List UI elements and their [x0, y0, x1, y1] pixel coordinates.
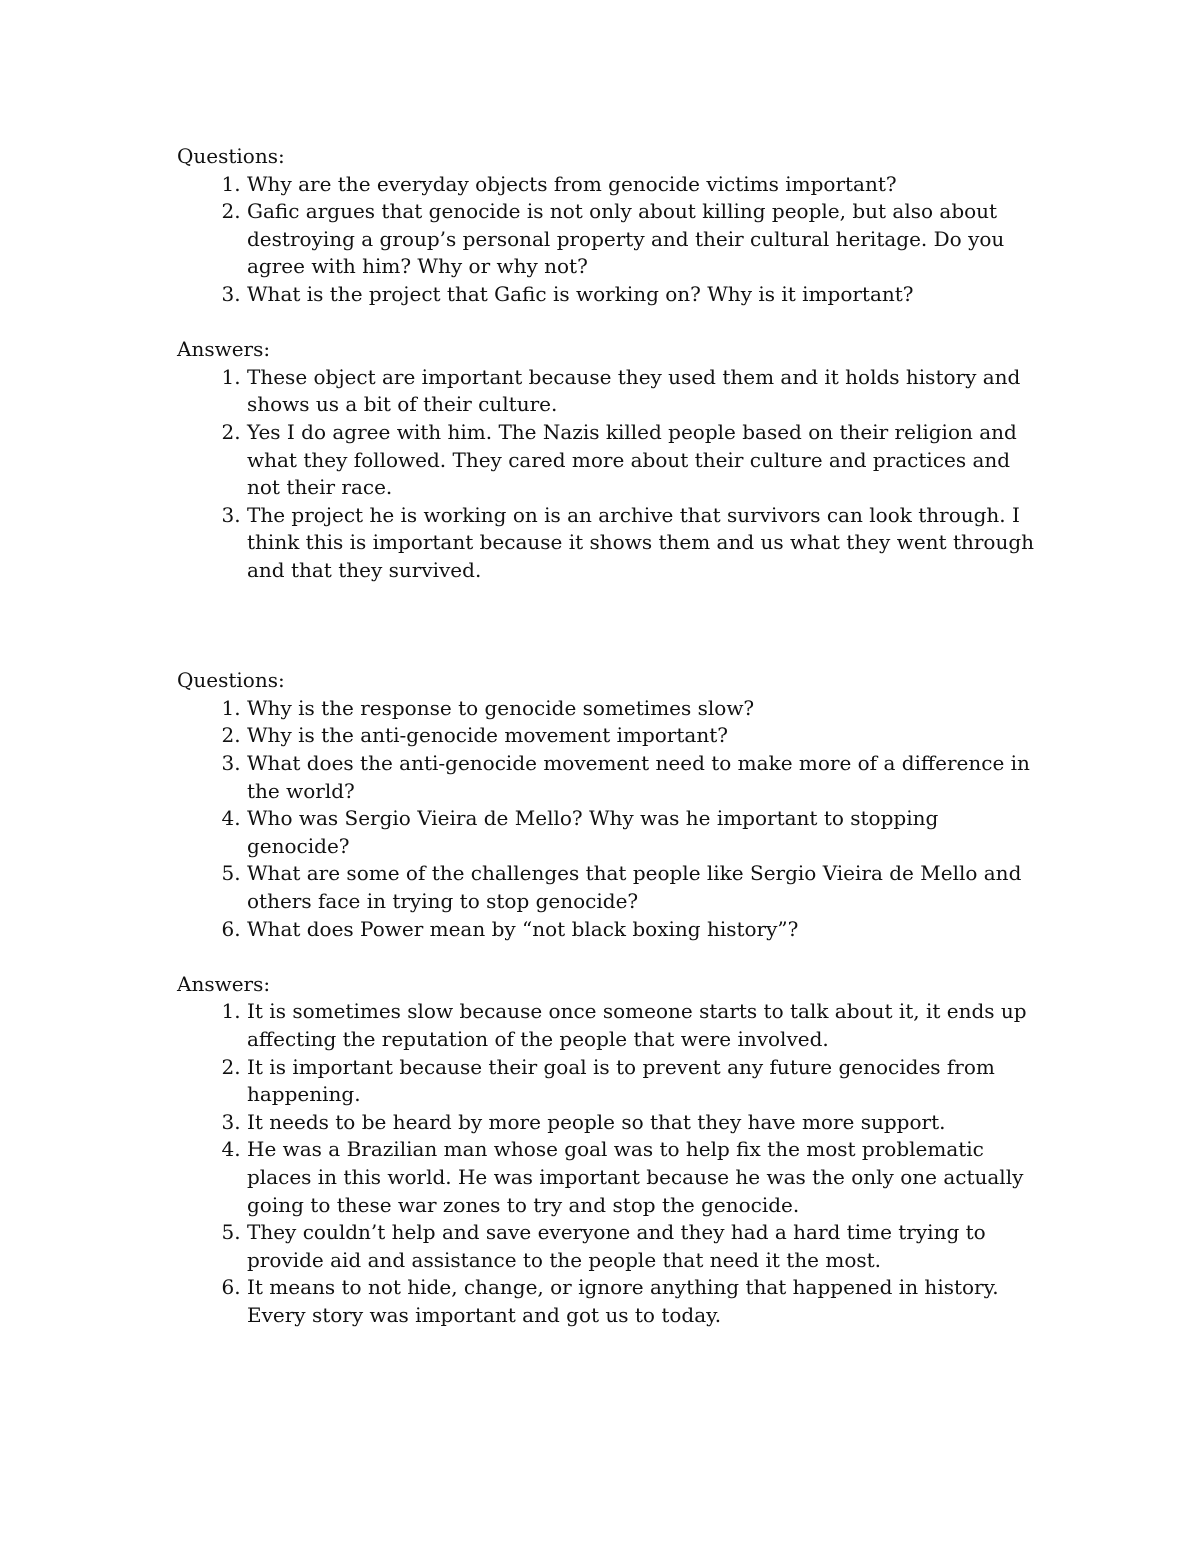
answer-item: 3. The project he is working on is an archive that survivors can look through. I think this is important because it shows them and us what they went through and that they survived.	[247, 502, 1037, 585]
document-body	[177, 143, 1037, 1330]
answer-item: 4. He was a Brazilian man whose goal was to help fix the most problematic places in this world. He was important because he was the only one actually going to these war zones to try and stop the genocide.	[247, 1136, 1037, 1219]
answer-item: 2. Yes I do agree with him. The Nazis killed people based on their religion and what they followed. They cared more about their culture and practices and not their race.	[247, 419, 1037, 502]
question-item: 6. What does Power mean by “not black boxing history”?	[247, 916, 1037, 944]
answer-item: 1. These object are important because they used them and it holds history and shows us a bit of their culture.	[247, 364, 1037, 419]
question-item: 5. What are some of the challenges that people like Sergio Vieira de Mello and others face in trying to stop genocide?	[247, 860, 1037, 915]
question-item: 2. Why is the anti-genocide movement important?	[247, 722, 1037, 750]
answers-heading: Answers:	[177, 337, 271, 362]
answer-item: 6. It means to not hide, change, or ignore anything that happened in history. Every story was important and got us to today.	[247, 1274, 1037, 1329]
question-item: 1. Why are the everyday objects from genocide victims important?	[247, 171, 1037, 199]
answer-item: 1. It is sometimes slow because once someone starts to talk about it, it ends up affecting the reputation of the people that were involved.	[247, 998, 1037, 1053]
answer-item: 2. It is important because their goal is to prevent any future genocides from happening.	[247, 1054, 1037, 1109]
spacer	[177, 585, 1037, 668]
questions-heading: Questions:	[177, 144, 285, 168]
questions-list	[177, 171, 1037, 309]
answers-heading: Answers:	[177, 971, 271, 996]
question-item: 2. Gafic argues that genocide is not only about killing people, but also about destroying a group’s personal property and their cultural heritage. Do you agree with him? Why or why not?	[247, 198, 1037, 281]
answers-list	[177, 998, 1037, 1329]
questions-heading: Questions:	[177, 668, 285, 693]
spacer	[177, 943, 1037, 971]
question-item: 3. What is the project that Gafic is working on? Why is it important?	[247, 281, 1037, 309]
question-item: 1. Why is the response to genocide sometimes slow?	[247, 695, 1037, 723]
questions-list	[177, 695, 1037, 943]
answer-item: 5. They couldn’t help and save everyone and they had a hard time trying to provide aid and assistance to the people that need it the most.	[247, 1219, 1037, 1274]
spacer	[177, 309, 1037, 337]
question-item: 3. What does the anti-genocide movement need to make more of a difference in the world?	[247, 750, 1037, 805]
question-item: 4. Who was Sergio Vieira de Mello? Why was he important to stopping genocide?	[247, 805, 1037, 860]
answers-list	[177, 364, 1037, 585]
answer-item: 3. It needs to be heard by more people so that they have more support.	[247, 1109, 1037, 1137]
